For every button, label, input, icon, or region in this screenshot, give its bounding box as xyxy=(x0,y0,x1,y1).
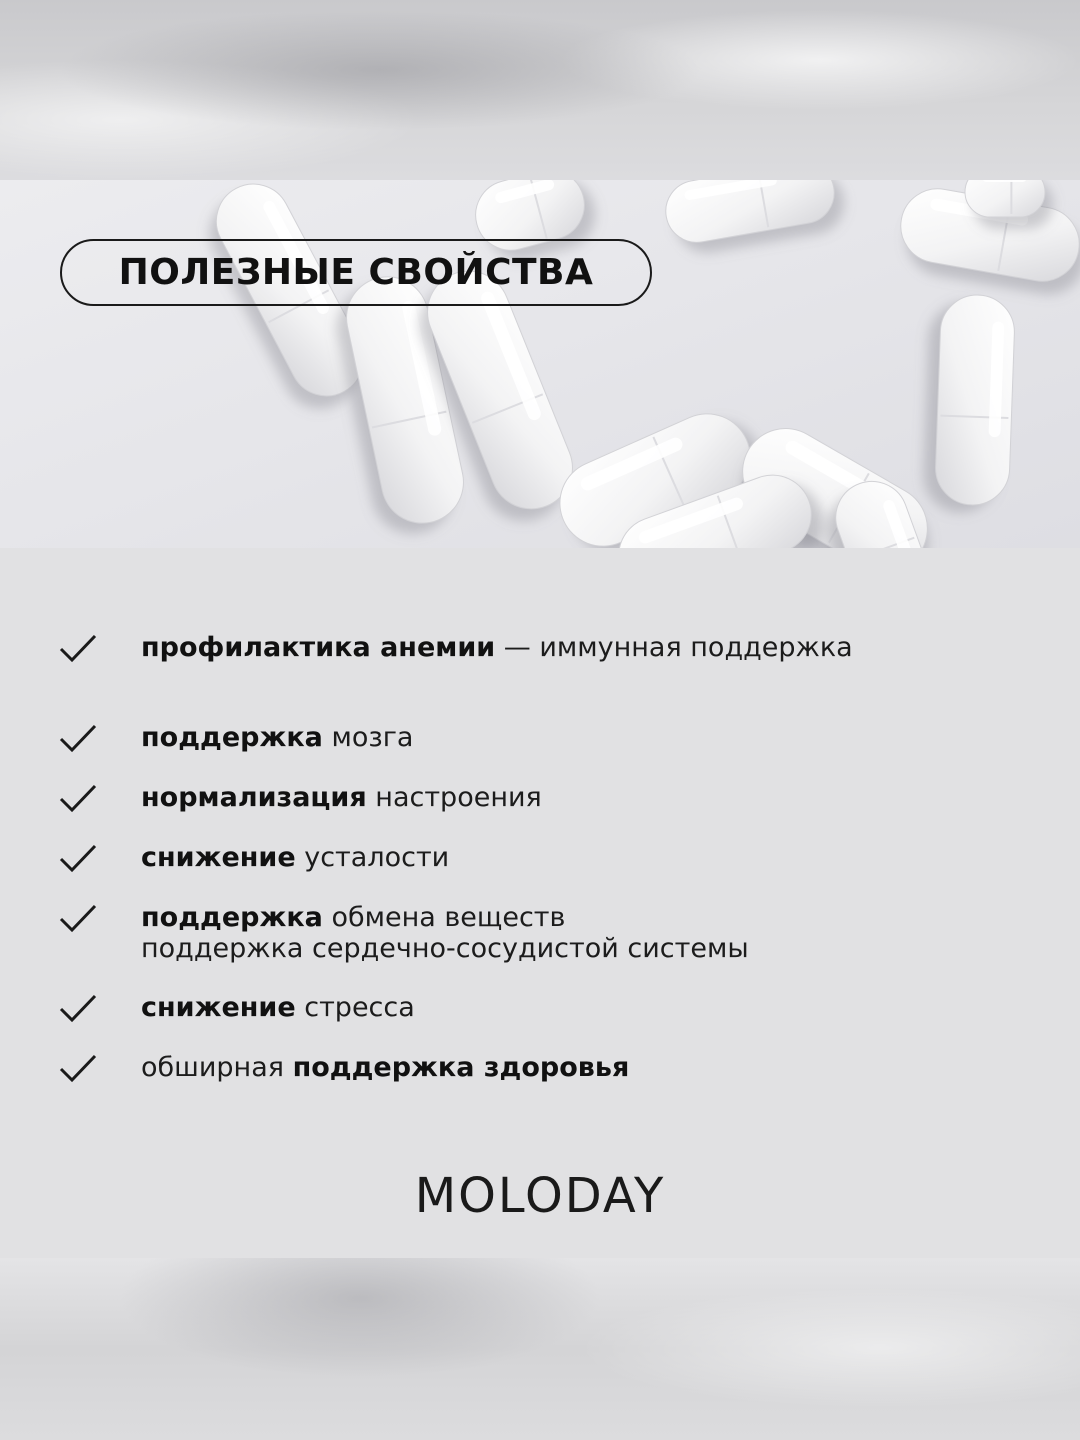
benefit-regular-text: мозга xyxy=(322,722,414,753)
benefit-regular-text: — иммунная поддержка xyxy=(495,632,853,663)
check-icon xyxy=(58,722,98,756)
benefit-bold-text: профилактика анемии xyxy=(141,632,496,663)
benefit-bold-text: поддержка здоровья xyxy=(292,1052,630,1083)
brand-logo: MOLODAY xyxy=(414,1168,666,1224)
check-icon xyxy=(58,992,98,1026)
benefit-regular-text: обмена веществ xyxy=(322,902,566,933)
section-title: ПОЛЕЗНЫЕ СВОЙСТВА xyxy=(118,252,594,293)
benefit-text xyxy=(141,782,941,813)
benefit-regular-text: обширная xyxy=(141,1052,293,1083)
benefit-bold-text: снижение xyxy=(141,992,296,1023)
benefit-regular-text: стресса xyxy=(295,992,415,1023)
check-icon xyxy=(58,1052,98,1086)
benefit-bold-text: поддержка xyxy=(141,722,323,753)
check-icon xyxy=(58,842,98,876)
benefit-text xyxy=(141,992,941,1023)
benefit-bold-text: снижение xyxy=(141,842,296,873)
benefit-text xyxy=(141,842,941,873)
check-icon xyxy=(58,902,98,936)
check-icon xyxy=(58,632,98,666)
benefit-regular-text: поддержка сердечно-сосудистой системы xyxy=(141,933,749,964)
blurred-background-bottom xyxy=(0,1258,1080,1440)
benefits-panel xyxy=(0,548,1080,1258)
benefit-regular-text: усталости xyxy=(295,842,450,873)
benefit-bold-text: поддержка xyxy=(141,902,323,933)
capsule-shape xyxy=(661,180,849,259)
benefit-text xyxy=(141,632,941,663)
section-title-pill xyxy=(60,239,652,306)
benefit-text xyxy=(141,1052,941,1083)
capsule-shape xyxy=(922,293,1016,514)
benefit-text xyxy=(141,902,941,964)
check-icon xyxy=(58,782,98,816)
capsules-photo xyxy=(0,180,1080,548)
benefit-text xyxy=(141,722,941,753)
benefit-bold-text: нормализация xyxy=(141,782,367,813)
capsules-illustration xyxy=(0,180,1080,548)
blurred-background-top xyxy=(0,0,1080,180)
benefit-regular-text: настроения xyxy=(366,782,542,813)
